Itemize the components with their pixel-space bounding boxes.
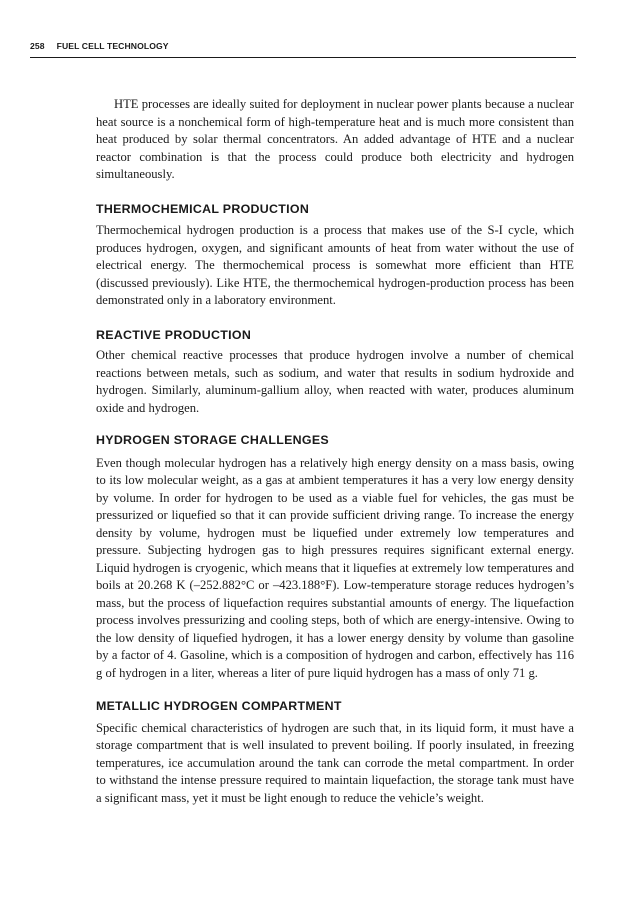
heading-hydrogen-storage-challenges: HYDROGEN STORAGE CHALLENGES	[96, 433, 329, 447]
book-title: FUEL CELL TECHNOLOGY	[56, 41, 169, 51]
paragraph-thermochemical-production: Thermochemical hydrogen production is a process that makes use of the S-I cycle, which produces hydrogen, oxygen, and significant amounts of heat from water without the use of electrical energy. The thermochemical process is somewhat more efficient than HTE (discussed previously). Like HTE, the thermochemical hydrogen-production process has been demonstrated only in a laboratory environment.	[96, 223, 574, 307]
heading-reactive-production: REACTIVE PRODUCTION	[96, 327, 252, 342]
heading-metallic-hydrogen-compartment: METALLIC HYDROGEN COMPARTMENT	[96, 699, 342, 713]
paragraph-reactive-production: Other chemical reactive processes that produce hydrogen involve a number of chemical reactions between metals, such as sodium, and water that results in sodium hydroxide and hydrogen. Similarly, aluminum-gallium alloy, when reacted with water, produces aluminum oxide and hydrogen.	[96, 348, 574, 415]
paragraph-hydrogen-storage-challenges: Even though molecular hydrogen has a relatively high energy density on a mass basis, owing to its low molecular weight, as a gas at ambient temperatures it has a very low energy density by volume. In order for hydrogen to be used as a viable fuel for vehicles, the gas must be pressurized or liquefied so that it can provide sufficient driving range. To increase the energy density by volume, hydrogen must be liquefied under extremely low temperatures and pressure. Subjecting hydrogen gas to high pressures requires significant external energy. Liquid hydrogen is cryogenic, which means that it liquefies at extremely low temperatures and boils at 20.268 K (–252.882°C or –423.188°F). Low-temperature storage reduces hydrogen’s mass, but the process of liquefaction requires substantial amounts of energy. The liquefaction process involves pressurizing and cooling steps, both of which are energy-intensive. Owing to the low density of liquefied hydrogen, it has a lower energy density by volume than gasoline by a factor of 4. Gasoline, which is a composition of hydrogen and carbon, effectively has 116 g of hydrogen in a liter, whereas a liter of pure liquid hydrogen has a mass of only 71 g.	[96, 455, 574, 680]
body-text	[96, 96, 574, 807]
page-number: 258	[30, 41, 45, 51]
heading-thermochemical-production: THERMOCHEMICAL PRODUCTION	[96, 201, 310, 216]
paragraph-metallic-hydrogen-compartment: Specific chemical characteristics of hydrogen are such that, in its liquid form, it must have a storage compartment that is well insulated to prevent boiling. If poorly insulated, in freezing temperatures, ice accumulation around the tank can corrode the metal compartment. In order to withstand the intense pressure required to maintain liquefaction, the storage tank must have a significant mass, yet it must be light enough to reduce the vehicle’s weight.	[96, 720, 574, 805]
running-head	[30, 41, 576, 58]
intro-paragraph: HTE processes are ideally suited for deployment in nuclear power plants because a nuclear heat source is a nonchemical form of high-temperature heat and is much more consistent than heat produced by solar thermal concentrators. An added advantage of HTE and a nuclear reactor combination is that the process could produce both electricity and hydrogen simultaneously.	[96, 97, 574, 181]
